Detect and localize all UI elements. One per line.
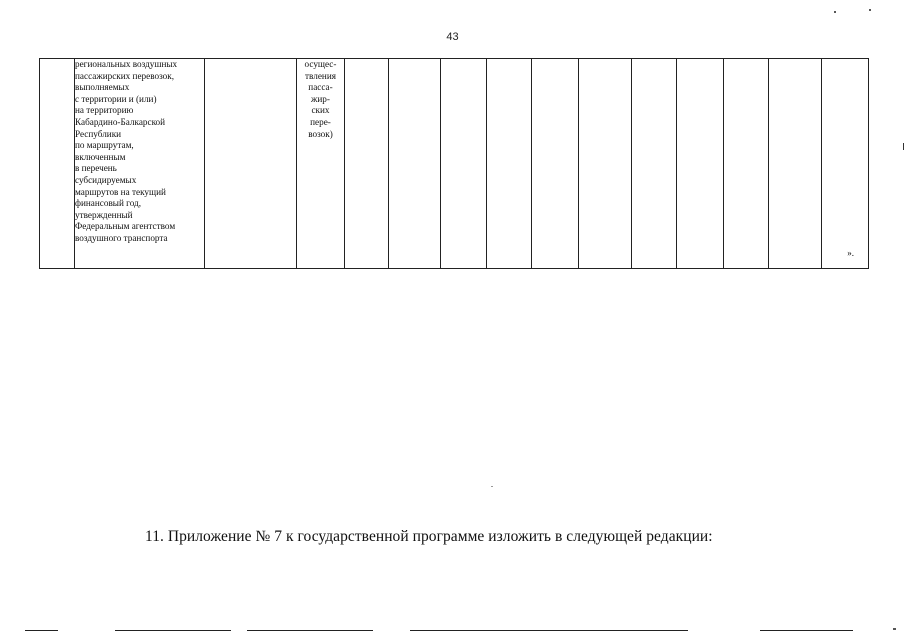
scan-speck <box>834 11 836 13</box>
program-table-fragment <box>39 58 869 269</box>
cell-purpose: осущес- твления пасса- жир- ских пере- возок) <box>297 59 345 269</box>
bottom-rule <box>760 630 853 631</box>
cell-last <box>822 59 869 269</box>
cell-empty <box>441 59 487 269</box>
scan-speck <box>491 486 493 487</box>
amendment-instruction: 11. Приложение № 7 к государственной программе изложить в следующей редакции: <box>145 528 713 545</box>
bottom-rule <box>115 630 231 631</box>
scan-speck <box>893 628 896 630</box>
bottom-rule <box>410 630 688 631</box>
cell-empty <box>632 59 677 269</box>
table-row <box>40 59 869 269</box>
cell-empty <box>487 59 532 269</box>
closing-quote: ». <box>847 248 854 259</box>
cell-empty <box>345 59 389 269</box>
scan-speck <box>869 9 871 11</box>
cell-description: региональных воздушных пассажирских перевозок, выполняемых с территории и (или) на территорию Кабардино-Балкарской Республики по маршрутам, включенным в перечень субсидируемых маршрутов на текущий финансовый год, утвержденный Федеральным агентством воздушного транспорта <box>75 59 205 269</box>
bottom-rule <box>247 630 373 631</box>
bottom-rule <box>25 630 58 631</box>
cell-number <box>40 59 75 269</box>
page-number: 43 <box>446 31 459 43</box>
cell-empty <box>769 59 822 269</box>
margin-mark <box>903 143 904 150</box>
cell-empty <box>532 59 579 269</box>
cell-empty <box>724 59 769 269</box>
cell-empty <box>677 59 724 269</box>
cell-empty <box>579 59 632 269</box>
cell-empty <box>205 59 297 269</box>
cell-empty <box>389 59 441 269</box>
